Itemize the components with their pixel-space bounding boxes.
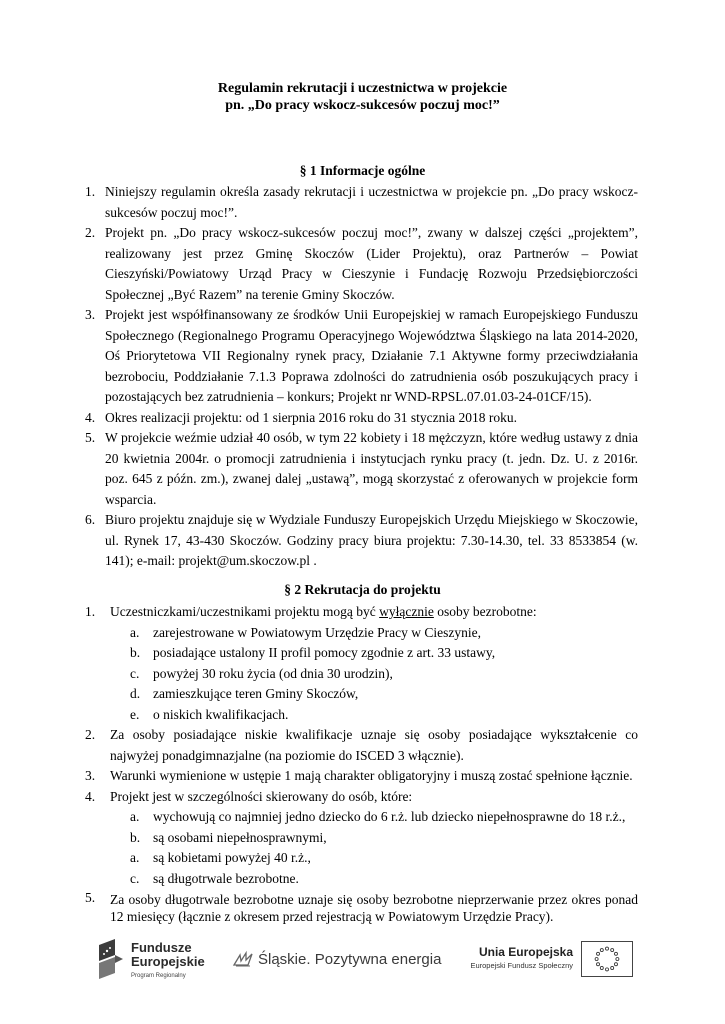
sub-list-item: [110, 623, 638, 644]
item-number: 6.: [85, 512, 96, 527]
sub-list-item: [110, 705, 638, 726]
document-title-line-1: Regulamin rekrutacji i uczestnictwa w projekcie: [217, 81, 508, 96]
list-item: [0, 889, 638, 925]
sub-item-letter: a.: [130, 809, 140, 824]
sub-item-letter: b.: [130, 645, 141, 660]
item-text: Biuro projektu znajduje się w Wydziale Funduszy Europejskich Urzędu Miejskiego w Skoczowie, ul. Rynek 17, 43-430 Skoczów. Godziny pracy biura projektu: 7.30-14.30, tel. 33 8533854 (w. 141); e-mail: projekt@um.skoczow.pl .: [105, 512, 638, 568]
list-item: [0, 305, 638, 408]
sub-item-letter: a.: [130, 850, 140, 865]
sub-item-text: posiadające ustalony II profil pomocy zgodnie z art. 33 ustawy,: [153, 645, 496, 660]
item-text: Niniejszy regulamin określa zasady rekrutacji i uczestnictwa w projekcie pn. „Do pracy wskocz-sukcesów poczuj moc!”.: [105, 184, 638, 220]
fundusze-europejskie-logo: [95, 939, 215, 985]
document-title-line-2: pn. „Do pracy wskocz-sukcesów poczuj moc!”: [225, 98, 500, 113]
sub-item-text: zamieszkujące teren Gminy Skoczów,: [153, 686, 359, 701]
slaskie-bird-icon: [232, 949, 254, 971]
sub-item-text: są osobami niepełnosprawnymi,: [153, 829, 327, 845]
list-item: [0, 182, 638, 223]
item-text: Okres realizacji projektu: od 1 sierpnia 2016 roku do 31 stycznia 2018 roku.: [105, 409, 518, 425]
item-text: Za osoby długotrwale bezrobotne uznaje się osoby bezrobotne nieprzerwanie przez okres ponad 12 miesięcy (łącznie z okresem przed rejestracją w Powiatowym Urzędzie Pracy).: [110, 892, 638, 924]
item-number: 4.: [85, 409, 96, 425]
slaskie-logo-text: Śląskie. Pozytywna energia: [258, 951, 442, 968]
list-item: [0, 787, 638, 890]
slaskie-logo: [232, 949, 442, 973]
sub-list-item: [110, 828, 638, 849]
item-text: W projekcie weźmie udział 40 osób, w tym 22 kobiety i 18 mężczyzn, które według ustawy z dnia 20 kwietnia 2004r. o promocji zatrudnienia i instytucjach rynku pracy (t. jedn. Dz. U. z 2016r. poz. 645 z późn. zm.), zwanej dalej „ustawą”, mogą skorzystać z oferowanych w projekcie form wsparcia.: [105, 430, 638, 507]
sub-list-item: [110, 848, 638, 869]
item-text: Projekt jest w szczególności skierowany do osób, które:: [110, 788, 413, 804]
sub-list-item: [110, 664, 638, 685]
item-number: 1.: [85, 604, 96, 619]
item-number: 3.: [85, 307, 96, 322]
sub-item-text: powyżej 30 roku życia (od dnia 30 urodzin),: [153, 665, 393, 681]
sub-list-item: [110, 807, 638, 828]
fe-line-2: Europejskie: [131, 954, 205, 969]
item-text: Projekt pn. „Do pracy wskocz-sukcesów poczuj moc!”, zwany w dalszej części „projektem”, realizowany jest przez Gminę Skoczów (Lider Projektu), oraz Partnerów – Powiat Cieszyński/Powiatowy Urząd Pracy w Cieszynie i Fundację Rozwoju Przedsiębiorczości Społecznej „Być Razem” na terenie Gminy Skoczów.: [105, 225, 638, 302]
sub-item-letter: a.: [130, 624, 140, 640]
list-item: [0, 408, 638, 429]
list-item: [0, 766, 638, 787]
section-2-list: [0, 602, 725, 925]
item-number: 3.: [85, 768, 96, 783]
sub-item-text: są długotrwale bezrobotne.: [153, 870, 299, 886]
sub-item-letter: c.: [130, 665, 140, 681]
item-number: 2.: [85, 727, 96, 742]
fe-line-1: Fundusze: [131, 940, 192, 955]
sub-item-letter: b.: [130, 829, 141, 845]
section-2-heading: § 2 Rekrutacja do projektu: [284, 582, 441, 597]
sub-item-letter: e.: [130, 706, 140, 722]
underlined-word: wyłącznie: [379, 604, 434, 619]
fundusze-europejskie-icon: [95, 939, 125, 983]
sub-item-letter: c.: [130, 870, 140, 886]
item-text: osoby bezrobotne:: [433, 604, 537, 619]
sub-list: [110, 623, 638, 726]
item-number: 4.: [85, 788, 96, 804]
item-number: 5.: [85, 430, 96, 445]
ue-logo-text: [470, 945, 573, 970]
item-number: 2.: [85, 225, 96, 240]
item-number: 5.: [85, 890, 96, 905]
sub-item-text: są kobietami powyżej 40 r.ż.,: [153, 850, 311, 865]
unia-europejska-logo: [455, 941, 635, 981]
sub-item-letter: d.: [130, 686, 141, 701]
fe-logo-text: [131, 941, 205, 969]
footer-logos: [0, 935, 725, 985]
sub-list-item: [110, 643, 638, 664]
sub-item-text: wychowują co najmniej jedno dziecko do 6 r.ż. lub dziecko niepełnosprawne do 18 r.ż.,: [153, 809, 626, 824]
list-item: [0, 428, 638, 510]
ue-main-text: Unia Europejska: [478, 945, 573, 959]
sub-list: [110, 807, 638, 889]
item-text: Projekt jest współfinansowany ze środków Unii Europejskiej w ramach Europejskiego Funduszu Społecznego (Regionalnego Programu Operacyjnego Województwa Śląskiego na lata 2014-2020, Oś Priorytetowa VII Regionalny rynek pracy, Działanie 7.1 Aktywne formy przeciwdziałania bezrobociu, Poddziałanie 7.1.3 Poprawa zdolności do zatrudnienia osób poszukujących pracy i pozostających bez zatrudnienia – konkurs; Projekt nr WND-RPSL.07.01.03-24-01CF/15).: [105, 307, 638, 404]
fe-logo-subtitle: Program Regionalny: [131, 973, 186, 979]
item-text: Warunki wymienione w ustępie 1 mają charakter obligatoryjny i muszą zostać spełnione łącznie.: [110, 768, 633, 783]
ue-sub-text: Europejski Fundusz Społeczny: [470, 961, 573, 970]
eu-flag-icon: [581, 941, 633, 977]
section-1-list: [0, 182, 725, 572]
item-number: 1.: [85, 184, 96, 199]
sub-item-text: o niskich kwalifikacjach.: [153, 706, 289, 722]
list-item: [0, 725, 638, 766]
sub-item-text: zarejestrowane w Powiatowym Urzędzie Pracy w Cieszynie,: [153, 624, 482, 640]
item-text: Uczestniczkami/uczestnikami projektu mogą być: [110, 604, 380, 619]
list-item: [0, 510, 638, 572]
item-text: Za osoby posiadające niskie kwalifikacje uznaje się osoby posiadające wykształcenie co najwyżej ponadgimnazjalne (na poziomie do ISCED 3 włącznie).: [110, 727, 638, 763]
list-item: [0, 602, 638, 725]
section-1-heading: § 1 Informacje ogólne: [299, 163, 426, 178]
sub-list-item: [110, 684, 638, 705]
sub-list-item: [110, 869, 638, 890]
list-item: [0, 223, 638, 305]
